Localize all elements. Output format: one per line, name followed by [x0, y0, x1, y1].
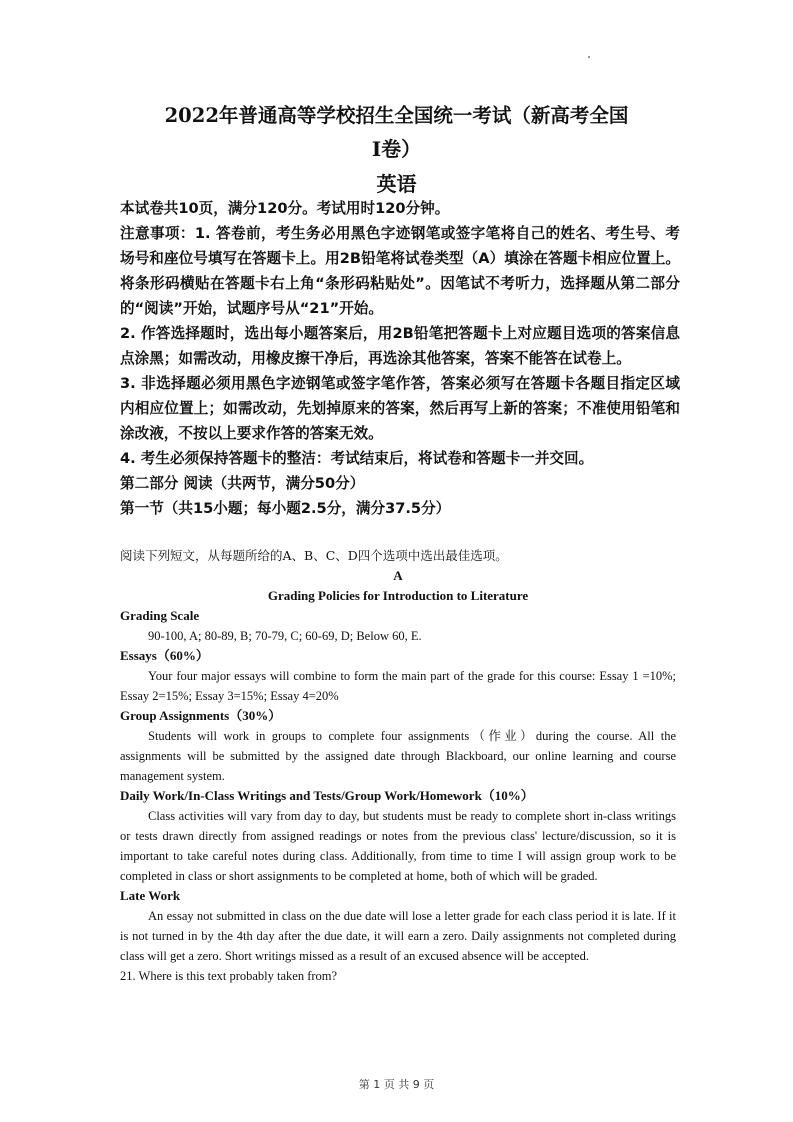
grading-scale-heading: Grading Scale — [120, 608, 200, 623]
note-2: 2. 作答选择题时，选出每小题答案后，用2B铅笔把答题卡上对应题目选项的答案信息点涂黑；如需改动，用橡皮擦干净后，再选涂其他答案，答案不能答在试卷上。 — [120, 325, 680, 367]
group-assignments-text: Students will work in groups to complete four assignments（作业）during the course. All the assignments will be submitted by the assigned date through Blackboard, our online learning and course management system. — [120, 729, 676, 783]
late-work-text: An essay not submitted in class on the due date will lose a letter grade for each class period it is late. If it is not turned in by the 4th day after the due date, it will earn a zero. Daily assignments not completed during class will get a zero. Short writings missed as a result of an excused absence will be accepted. — [120, 909, 676, 963]
daily-work-text: Class activities will vary from day to day, but students must be ready to complete short in-class writings or tests drawn directly from assigned readings or notes from the previous class' lecture/discussion, so it is important to take careful notes during class. Additionally, from time to time I will assign group work to be completed in class or short assignments to be completed at home, both of which will be graded. — [120, 809, 676, 883]
essays-text: Your four major essays will combine to form the main part of the grade for this course: Essay 1 =10%; Essay 2=15%; Essay 3=15%; Essay 4=20% — [120, 669, 676, 703]
exam-title-line2: Ⅰ卷） — [371, 137, 422, 161]
part-2-heading: 第二部分 阅读（共两节，满分50分） — [120, 475, 365, 492]
passage-a — [120, 566, 676, 986]
exam-summary: 本试卷共10页，满分120分。考试用时120分钟。 — [120, 200, 450, 217]
passage-label: A — [393, 568, 403, 583]
note-4: 4. 考生必须保持答题卡的整洁：考试结束后，将试卷和答题卡一并交回。 — [120, 450, 594, 467]
group-assignments-heading: Group Assignments（30%） — [120, 708, 282, 723]
scan-dot — [588, 56, 590, 58]
section-1-heading: 第一节（共15小题；每小题2.5分，满分37.5分） — [120, 500, 451, 517]
grading-scale-text: 90-100, A; 80-89, B; 70-79, C; 60-69, D; Below 60, E. — [148, 629, 422, 643]
subject-title: 英语 — [376, 172, 417, 196]
daily-work-heading: Daily Work/In-Class Writings and Tests/Group Work/Homework（10%） — [120, 788, 534, 803]
note-3: 3. 非选择题必须用黑色字迹钢笔或签字笔作答，答案必须写在答题卡各题目指定区域内相应位置上；如需改动，先划掉原来的答案，然后再写上新的答案；不准使用铅笔和涂改液，不按以上要求作答的答案无效。 — [120, 375, 680, 442]
passage-title: Grading Policies for Introduction to Literature — [267, 588, 529, 603]
directions: 阅读下列短文，从每题所给的A、B、C、D四个选项中选出最佳选项。 — [120, 548, 508, 563]
instructions-block — [120, 196, 680, 521]
exam-title-line1: 2022年普通高等学校招生全国统一考试（新高考全国 — [164, 104, 629, 127]
note-1: 注意事项：1. 答卷前，考生务必用黑色字迹钢笔或签字笔将自己的姓名、考生号、考场号和座位号填写在答题卡上。用2B铅笔将试卷类型（A）填涂在答题卡相应位置上。将条形码横贴在答题卡右上角“条形码粘贴处”。因笔试不考听力，选择题从第二部分的“阅读”开始，试题序号从“21”开始。 — [120, 225, 680, 317]
late-work-heading: Late Work — [120, 888, 181, 903]
question-21: 21. Where is this text probably taken from? — [120, 969, 338, 983]
essays-heading: Essays（60%） — [120, 648, 209, 663]
page-footer: 第 1 页 共 9 页 — [358, 1078, 435, 1091]
